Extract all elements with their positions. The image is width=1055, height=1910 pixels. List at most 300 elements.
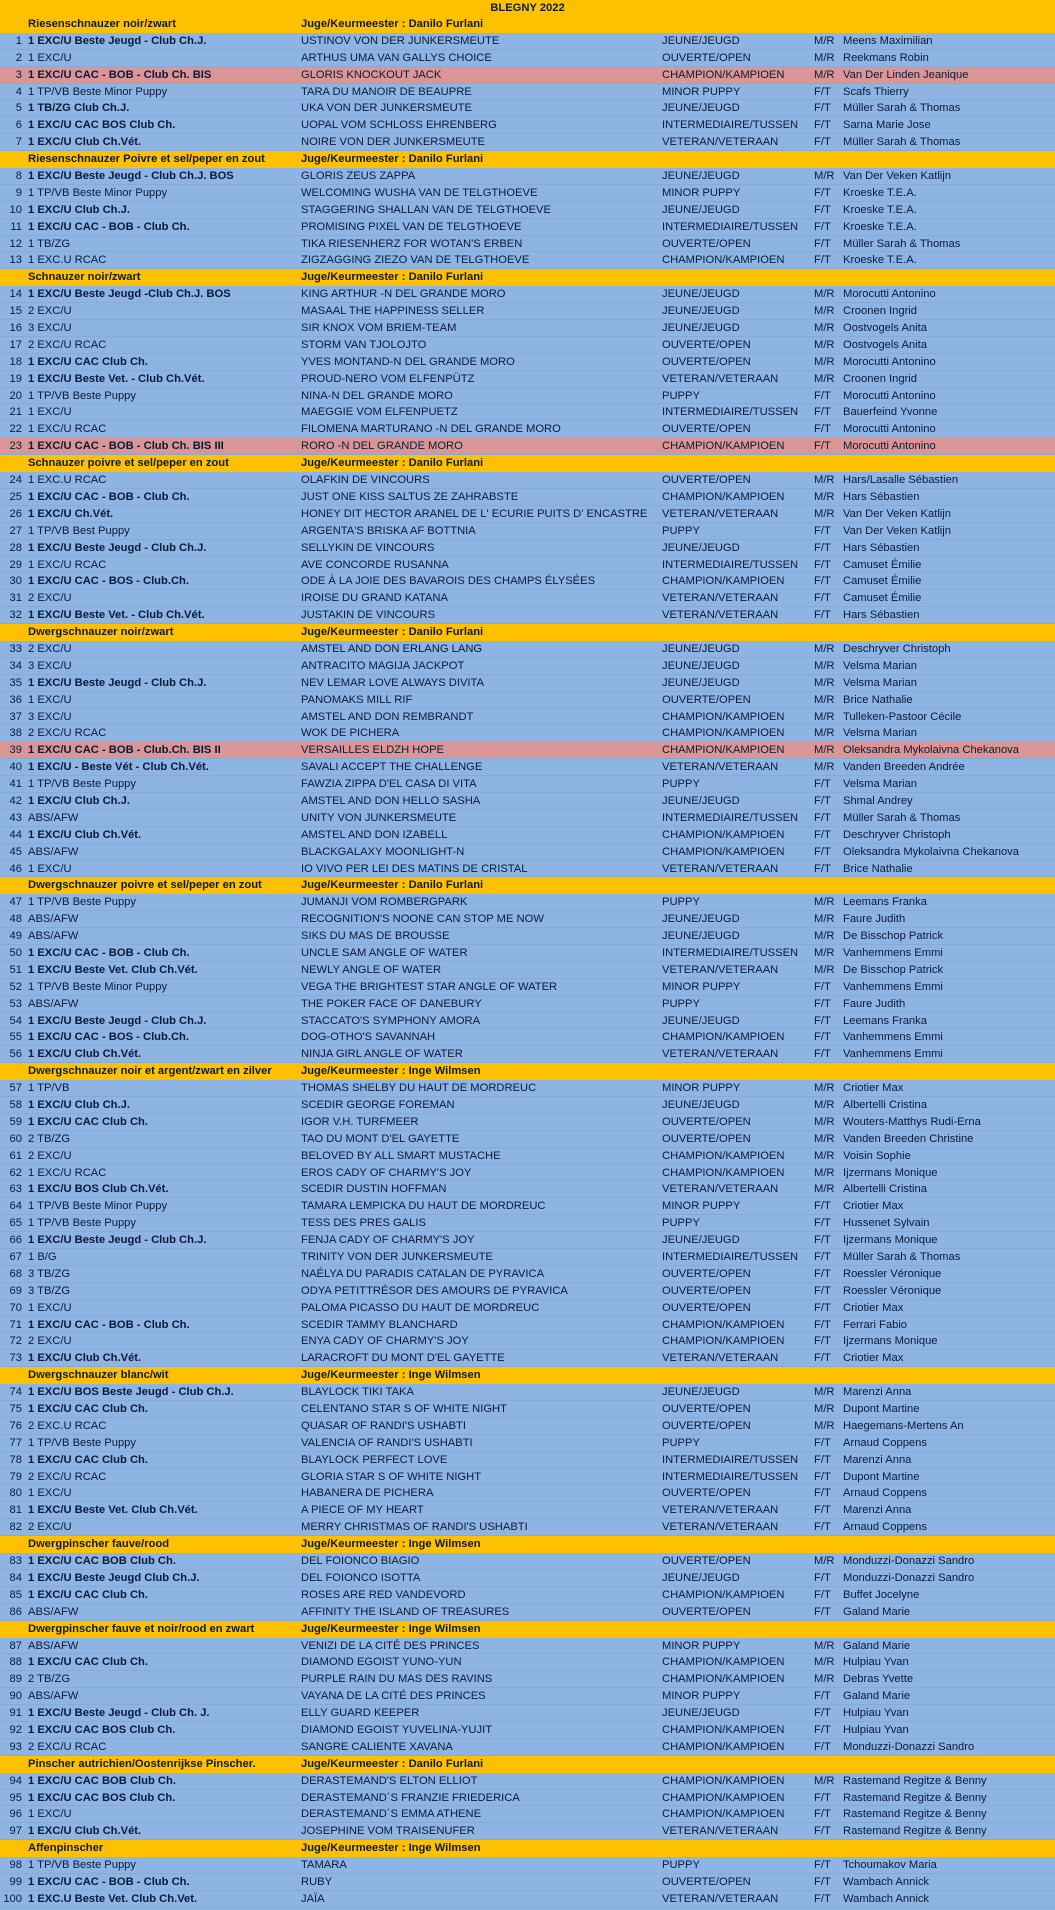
entry-class: JEUNE/JEUGD xyxy=(662,1234,740,1247)
table-row xyxy=(0,489,1055,506)
entry-sex: M/R xyxy=(814,1166,835,1179)
entry-number: 38 xyxy=(9,727,22,740)
entry-number: 84 xyxy=(9,1571,22,1584)
entry-class: JEUNE/JEUGD xyxy=(662,288,740,301)
table-row xyxy=(0,557,1055,574)
entry-result: 1 EXC/U xyxy=(28,51,72,64)
entry-number: 2 xyxy=(15,51,22,64)
table-row xyxy=(0,709,1055,726)
dog-name: DIAMOND EGOIST YUNO-YUN xyxy=(301,1656,462,1669)
table-row xyxy=(0,1013,1055,1030)
dog-name: FAWZIA ZIPPA D'EL CASA DI VITA xyxy=(301,778,477,791)
table-row xyxy=(0,1773,1055,1790)
entry-owner: Wambach Annick xyxy=(843,1892,930,1905)
entry-result: 3 EXC/U xyxy=(28,659,72,672)
dog-name: AMSTEL AND DON ERLANG LANG xyxy=(301,642,483,655)
entry-sex: F/T xyxy=(814,1217,831,1230)
entry-result: 1 TP/VB Beste Puppy xyxy=(28,1217,137,1230)
entry-number: 48 xyxy=(9,913,22,926)
entry-sex: M/R xyxy=(814,170,835,183)
dog-name: SANGRE CALIENTE XAVANA xyxy=(301,1740,453,1753)
entry-number: 93 xyxy=(9,1740,22,1753)
entry-owner: Albertelli Cristina xyxy=(843,1099,927,1111)
entry-owner: Faure Judith xyxy=(843,997,906,1010)
dog-name: SIKS DU MAS DE BROUSSE xyxy=(301,930,450,943)
entry-owner: Velsma Marian xyxy=(843,727,917,740)
entry-owner: Shmal Andrey xyxy=(843,794,913,807)
entry-owner: Rastemand Regitze & Benny xyxy=(843,1774,987,1787)
entry-class: CHAMPION/KAMPIOEN xyxy=(662,1588,785,1601)
entry-owner: Morocutti Antonino xyxy=(843,389,936,402)
table-row xyxy=(0,793,1055,810)
entry-result: 1 EXC/U Club Ch.Vét. xyxy=(28,828,142,841)
table-row xyxy=(0,388,1055,405)
section-category: Dwergpinscher fauve/rood xyxy=(28,1538,170,1551)
entry-result: 1 TP/VB xyxy=(28,1082,70,1095)
entry-sex: M/R xyxy=(814,676,835,689)
dog-name: ANTRACITO MAGIJA JACKPOT xyxy=(301,659,465,672)
entry-number: 77 xyxy=(9,1436,22,1449)
entry-result: 1 EXC/U xyxy=(28,1808,72,1821)
entry-sex: F/T xyxy=(814,1487,831,1500)
entry-number: 82 xyxy=(9,1521,22,1534)
entry-result: 1 TP/VB Beste Puppy xyxy=(28,1436,137,1449)
entry-sex: F/T xyxy=(814,1352,831,1365)
entry-result: 1 EXC/U CAC - BOB - Club Ch. xyxy=(28,1875,190,1888)
entry-class: VETERAN/VETERAAN xyxy=(662,1352,779,1365)
table-row xyxy=(0,928,1055,945)
entry-number: 14 xyxy=(9,288,22,301)
entry-result: 1 EXC/U CAC BOS Club Ch. xyxy=(28,119,176,132)
section-category: Pinscher autrichien/Oostenrijkse Pinscher. xyxy=(28,1757,256,1770)
entry-class: VETERAN/VETERAAN xyxy=(662,1183,779,1196)
entry-result: 1 EXC.U RCAC xyxy=(28,474,107,487)
entry-result: 1 TP/VB Beste Minor Puppy xyxy=(28,186,168,199)
dog-name: IGOR V.H. TURFMEER xyxy=(301,1115,419,1128)
entry-owner: Morocutti Antonino xyxy=(843,423,936,436)
entry-result: 1 EXC/U Ch.Vét. xyxy=(28,507,114,520)
entry-class: OUVERTE/OPEN xyxy=(662,1555,751,1568)
entry-owner: Croonen Ingrid xyxy=(843,372,918,385)
entry-number: 66 xyxy=(9,1234,22,1247)
entry-result: 3 EXC/U xyxy=(28,710,72,723)
entry-result: 1 EXC/U Club Ch.Vét. xyxy=(28,1352,142,1365)
entry-sex: F/T xyxy=(814,423,831,436)
entry-number: 40 xyxy=(9,761,22,774)
entry-number: 33 xyxy=(9,642,22,655)
entry-sex: M/R xyxy=(814,1082,835,1095)
entry-number: 72 xyxy=(9,1335,22,1348)
entry-result: 2 EXC.U RCAC xyxy=(28,1419,107,1432)
entry-owner: Velsma Marian xyxy=(843,778,917,791)
entry-sex: M/R xyxy=(814,1132,835,1145)
dog-name: STORM VAN TJOLOJTO xyxy=(301,338,427,351)
entry-sex: F/T xyxy=(814,1031,831,1044)
entry-result: 1 EXC/U CAC - BOB - Club Ch. xyxy=(28,220,190,233)
entry-sex: M/R xyxy=(814,1099,835,1111)
entry-class: CHAMPION/KAMPIOEN xyxy=(662,710,785,723)
entry-owner: Velsma Marian xyxy=(843,676,917,689)
entry-owner: Vanhemmens Emmi xyxy=(843,946,943,959)
table-row xyxy=(0,827,1055,844)
entry-class: MINOR PUPPY xyxy=(662,1200,741,1213)
table-row xyxy=(0,286,1055,303)
entry-owner: Monduzzi-Donazzi Sandro xyxy=(843,1571,975,1584)
section-header xyxy=(0,1536,1055,1553)
entry-number: 52 xyxy=(9,980,22,993)
entry-sex: M/R xyxy=(814,963,835,976)
entry-class: CHAMPION/KAMPIOEN xyxy=(662,1149,785,1162)
table-row xyxy=(0,607,1055,624)
dog-name: SAVALI ACCEPT THE CHALLENGE xyxy=(301,761,483,774)
entry-class: OUVERTE/OPEN xyxy=(662,1487,751,1500)
entry-result: 1 EXC/U CAC - BOB - Club Ch. BIS III xyxy=(28,440,224,453)
entry-sex: M/R xyxy=(814,1774,835,1787)
table-row xyxy=(0,1300,1055,1317)
section-judge: Juge/Keurmeester : Inge Wilmsen xyxy=(301,1622,481,1635)
entry-class: VETERAN/VETERAAN xyxy=(662,862,779,875)
table-row xyxy=(0,506,1055,523)
entry-class: CHAMPION/KAMPIOEN xyxy=(662,490,785,503)
table-row xyxy=(0,1891,1055,1908)
entry-class: CHAMPION/KAMPIOEN xyxy=(662,1791,785,1804)
entry-sex: F/T xyxy=(814,1859,831,1872)
table-row xyxy=(0,438,1055,455)
entry-number: 96 xyxy=(9,1808,22,1821)
entry-sex: M/R xyxy=(814,68,835,81)
entry-owner: Ferrari Fabio xyxy=(843,1318,908,1331)
entry-owner: Monduzzi-Donazzi Sandro xyxy=(843,1740,975,1753)
entry-owner: Hulpiau Yvan xyxy=(843,1656,909,1669)
table-row xyxy=(0,1587,1055,1604)
entry-owner: Ijzermans Monique xyxy=(843,1234,938,1247)
entry-owner: Tulleken-Pastoor Cécile xyxy=(843,710,962,723)
dog-name: ZIGZAGGING ZIEZO VAN DE TELGTHOEVE xyxy=(301,254,530,267)
dog-name: ELLY GUARD KEEPER xyxy=(301,1707,420,1720)
entry-sex: M/R xyxy=(814,1673,835,1686)
entry-number: 59 xyxy=(9,1115,22,1128)
entry-class: CHAMPION/KAMPIOEN xyxy=(662,1808,785,1821)
entry-number: 16 xyxy=(9,322,22,335)
entry-class: PUPPY xyxy=(662,389,700,402)
entry-class: CHAMPION/KAMPIOEN xyxy=(662,1774,785,1787)
entry-owner: Hars Sébastien xyxy=(843,490,920,503)
entry-class: OUVERTE/OPEN xyxy=(662,1267,751,1280)
entry-result: 1 EXC/U xyxy=(28,406,72,419)
entry-class: JEUNE/JEUGD xyxy=(662,659,740,672)
dog-name: VALENCIA OF RANDI'S USHABTI xyxy=(301,1436,473,1449)
entry-sex: F/T xyxy=(814,1200,831,1213)
entry-class: JEUNE/JEUGD xyxy=(662,930,740,943)
entry-result: 2 EXC/U RCAC xyxy=(28,1470,107,1483)
dog-name: BLACKGALAXY MOONLIGHT-N xyxy=(301,845,465,858)
entry-class: CHAMPION/KAMPIOEN xyxy=(662,254,785,267)
entry-class: INTERMEDIAIRE/TUSSEN xyxy=(662,406,799,419)
table-row xyxy=(0,1097,1055,1114)
entry-sex: M/R xyxy=(814,34,835,47)
entry-owner: Brice Nathalie xyxy=(843,693,913,706)
entry-class: OUVERTE/OPEN xyxy=(662,237,751,250)
dog-name: DIAMOND EGOIST YUVELINA-YUJIT xyxy=(301,1723,493,1736)
table-row xyxy=(0,1722,1055,1739)
dog-name: CELENTANO STAR S OF WHITE NIGHT xyxy=(301,1403,507,1416)
entry-number: 49 xyxy=(9,930,22,943)
entry-result: 1 TP/VB Beste Minor Puppy xyxy=(28,980,168,993)
dog-name: A PIECE OF MY HEART xyxy=(301,1504,424,1517)
entry-result: 1 TP/VB Beste Puppy xyxy=(28,1859,137,1872)
entry-sex: F/T xyxy=(814,389,831,402)
entry-result: 1 EXC/U Beste Jeugd Club Ch.J. xyxy=(28,1571,200,1584)
table-row xyxy=(0,1215,1055,1232)
entry-sex: F/T xyxy=(814,845,831,858)
table-row xyxy=(0,1671,1055,1688)
entry-owner: Kroeske T.E.A. xyxy=(843,254,917,267)
entry-class: PUPPY xyxy=(662,524,700,537)
table-row xyxy=(0,84,1055,101)
entry-sex: F/T xyxy=(814,609,831,622)
table-row xyxy=(0,1502,1055,1519)
entry-result: 2 TB/ZG xyxy=(28,1132,71,1145)
section-header xyxy=(0,151,1055,168)
dog-name: UNCLE SAM ANGLE OF WATER xyxy=(301,946,468,959)
entry-class: CHAMPION/KAMPIOEN xyxy=(662,1335,785,1348)
table-row xyxy=(0,1418,1055,1435)
entry-owner: Marenzi Anna xyxy=(843,1453,912,1466)
entry-owner: Haegemans-Mertens An xyxy=(843,1419,964,1432)
dog-name: DERASTEMAND´S EMMA ATHENE xyxy=(301,1808,482,1821)
entry-number: 44 xyxy=(9,828,22,841)
entry-sex: F/T xyxy=(814,1740,831,1753)
dog-name: YVES MONTAND-N DEL GRANDE MORO xyxy=(301,355,515,368)
entry-number: 5 xyxy=(15,102,22,115)
dog-name: ENYA CADY OF CHARMY'S JOY xyxy=(301,1335,469,1348)
entry-class: VETERAN/VETERAAN xyxy=(662,507,779,520)
dog-name: LARACROFT DU MONT D'EL GAYETTE xyxy=(301,1352,505,1365)
entry-sex: F/T xyxy=(814,1707,831,1720)
entry-result: 1 TP/VB Beste Minor Puppy xyxy=(28,1200,168,1213)
entry-number: 55 xyxy=(9,1031,22,1044)
table-row xyxy=(0,472,1055,489)
entry-class: JEUNE/JEUGD xyxy=(662,170,740,183)
section-header xyxy=(0,624,1055,641)
entry-sex: F/T xyxy=(814,862,831,875)
entry-number: 8 xyxy=(15,170,22,183)
entry-number: 45 xyxy=(9,845,22,858)
entry-class: OUVERTE/OPEN xyxy=(662,51,751,64)
entry-owner: Velsma Marian xyxy=(843,659,917,672)
dog-name: PROUD-NERO VOM ELFENPÜTZ xyxy=(301,372,475,385)
entry-number: 90 xyxy=(9,1690,22,1703)
entry-number: 19 xyxy=(9,372,22,385)
dog-name: MAEGGIE VOM ELFENPUETZ xyxy=(301,406,458,419)
section-header xyxy=(0,455,1055,472)
dog-name: FILOMENA MARTURANO -N DEL GRANDE MORO xyxy=(301,423,561,436)
section-category: Affenpinscher xyxy=(28,1842,104,1855)
table-row xyxy=(0,1181,1055,1198)
entry-number: 3 xyxy=(15,68,22,81)
entry-owner: Galand Marie xyxy=(843,1605,911,1618)
entry-number: 80 xyxy=(9,1487,22,1500)
table-row xyxy=(0,168,1055,185)
entry-result: 1 EXC/U Club Ch.Vét. xyxy=(28,1825,142,1838)
dog-name: DERASTEMAND´S FRANZIE FRIEDERICA xyxy=(301,1791,520,1804)
entry-number: 47 xyxy=(9,896,22,909)
section-category: Dwergschnauzer poivre et sel/peper en zout xyxy=(28,879,262,892)
table-row xyxy=(0,1148,1055,1165)
section-category: Dwergschnauzer noir/zwart xyxy=(28,626,174,639)
entry-owner: Vanden Breeden Andrée xyxy=(843,761,965,774)
entry-number: 91 xyxy=(9,1707,22,1720)
entry-sex: M/R xyxy=(814,659,835,672)
table-row xyxy=(0,1165,1055,1182)
entry-class: JEUNE/JEUGD xyxy=(662,794,740,807)
entry-class: INTERMEDIAIRE/TUSSEN xyxy=(662,119,799,132)
entry-class: MINOR PUPPY xyxy=(662,980,741,993)
entry-result: 1 EXC/U Beste Vet. - Club Ch.Vét. xyxy=(28,609,205,622)
entry-sex: F/T xyxy=(814,85,831,98)
dog-name: NOIRE VON DER JUNKERSMEUTE xyxy=(301,136,485,149)
entry-number: 78 xyxy=(9,1453,22,1466)
entry-class: INTERMEDIAIRE/TUSSEN xyxy=(662,1251,799,1264)
entry-result: 1 EXC/U xyxy=(28,1487,72,1500)
entry-result: 1 EXC/U Beste Jeugd - Club Ch.J. xyxy=(28,541,207,554)
entry-owner: Ijzermans Monique xyxy=(843,1166,938,1179)
dog-name: PANOMAKS MILL RIF xyxy=(301,693,413,706)
entry-sex: M/R xyxy=(814,288,835,301)
entry-class: JEUNE/JEUGD xyxy=(662,102,740,115)
section-header xyxy=(0,16,1055,33)
entry-owner: Debras Yvette xyxy=(843,1673,914,1686)
section-header xyxy=(0,1063,1055,1080)
entry-result: 1 TP/VB Beste Puppy xyxy=(28,896,137,909)
entry-sex: F/T xyxy=(814,1453,831,1466)
entry-class: JEUNE/JEUGD xyxy=(662,1386,740,1399)
entry-class: INTERMEDIAIRE/TUSSEN xyxy=(662,1470,799,1483)
entry-number: 61 xyxy=(9,1149,22,1162)
entry-result: 1 EXC/U Beste Jeugd - Club Ch.J. xyxy=(28,676,207,689)
entry-class: JEUNE/JEUGD xyxy=(662,1707,740,1720)
entry-sex: F/T xyxy=(814,1588,831,1601)
entry-number: 57 xyxy=(9,1082,22,1095)
entry-number: 18 xyxy=(9,355,22,368)
table-row xyxy=(0,354,1055,371)
entry-sex: M/R xyxy=(814,710,835,723)
entry-class: OUVERTE/OPEN xyxy=(662,1132,751,1145)
entry-result: 1 TP/VB Best Puppy xyxy=(28,524,130,537)
entry-owner: Deschryver Christoph xyxy=(843,828,951,841)
entry-class: OUVERTE/OPEN xyxy=(662,474,751,487)
entry-class: OUVERTE/OPEN xyxy=(662,338,751,351)
entry-number: 31 xyxy=(9,592,22,605)
entry-result: 1 EXC/U Beste Jeugd - Club Ch. J. xyxy=(28,1707,210,1720)
dog-name: TRINITY VON DER JUNKERSMEUTE xyxy=(301,1251,493,1264)
entry-number: 32 xyxy=(9,609,22,622)
table-row xyxy=(0,742,1055,759)
entry-owner: Leemans Franka xyxy=(843,896,927,909)
entry-number: 89 xyxy=(9,1673,22,1686)
dog-name: JUMANJI VOM ROMBERGPARK xyxy=(301,896,468,909)
table-row xyxy=(0,67,1055,84)
section-header xyxy=(0,1621,1055,1638)
entry-class: MINOR PUPPY xyxy=(662,186,741,199)
dog-name: AMSTEL AND DON IZABELL xyxy=(301,828,448,841)
entry-result: 1 EXC/U RCAC xyxy=(28,558,107,571)
section-judge: Juge/Keurmeester : Danilo Furlani xyxy=(301,153,484,166)
entry-class: JEUNE/JEUGD xyxy=(662,541,740,554)
dog-name: JUST ONE KISS SALTUS ZE ZAHRABSTE xyxy=(301,490,519,503)
entry-result: 1 EXC/U CAC Club Ch. xyxy=(28,1403,148,1416)
dog-name: WELCOMING WUSHA VAN DE TELGTHOEVE xyxy=(301,186,538,199)
entry-number: 83 xyxy=(9,1555,22,1568)
dog-name: HABANERA DE PICHERA xyxy=(301,1487,434,1500)
entry-sex: M/R xyxy=(814,1555,835,1568)
entry-number: 54 xyxy=(9,1014,22,1027)
dog-name: TESS DES PRES GALIS xyxy=(301,1217,426,1230)
entry-sex: F/T xyxy=(814,119,831,132)
entry-number: 70 xyxy=(9,1301,22,1314)
section-category: Riesenschnauzer Poivre et sel/peper en zout xyxy=(28,153,265,166)
entry-owner: Sarna Marie Jose xyxy=(843,119,931,132)
entry-class: VETERAN/VETERAAN xyxy=(662,1504,779,1517)
dog-name: VAYANA DE LA CITÉ DES PRINCES xyxy=(301,1690,486,1703)
dog-name: NEWLY ANGLE OF WATER xyxy=(301,963,442,976)
dog-name: ODE À LA JOIE DES BAVAROIS DES CHAMPS ÉLYSÉES xyxy=(301,575,596,588)
entry-class: CHAMPION/KAMPIOEN xyxy=(662,1166,785,1179)
table-row xyxy=(0,675,1055,692)
entry-number: 20 xyxy=(9,389,22,402)
dog-name: MERRY CHRISTMAS OF RANDI'S USHABTI xyxy=(301,1521,528,1534)
entry-class: PUPPY xyxy=(662,896,700,909)
entry-class: VETERAN/VETERAAN xyxy=(662,136,779,149)
entry-class: CHAMPION/KAMPIOEN xyxy=(662,575,785,588)
table-row xyxy=(0,252,1055,269)
entry-result: 1 EXC/U CAC Club Ch. xyxy=(28,1453,148,1466)
entry-result: 1 EXC/U Club Ch.J. xyxy=(28,203,130,216)
table-row xyxy=(0,1519,1055,1536)
dog-name: AFFINITY THE ISLAND OF TREASURES xyxy=(301,1605,510,1618)
dog-name: OLAFKIN DE VINCOURS xyxy=(301,474,430,487)
entry-sex: M/R xyxy=(814,761,835,774)
entry-result: 1 EXC/U Beste Vet. Club Ch.Vét. xyxy=(28,963,198,976)
section-header xyxy=(0,1367,1055,1384)
entry-number: 50 xyxy=(9,946,22,959)
entry-number: 36 xyxy=(9,693,22,706)
section-judge: Juge/Keurmeester : Danilo Furlani xyxy=(301,626,484,639)
entry-owner: Van Der Veken Katlijn xyxy=(843,170,952,183)
entry-result: 1 EXC.U Beste Vet. Club Ch.Vet. xyxy=(28,1892,198,1905)
entry-class: VETERAN/VETERAAN xyxy=(662,963,779,976)
entry-owner: Müller Sarah & Thomas xyxy=(843,102,961,115)
entry-number: 75 xyxy=(9,1403,22,1416)
dog-name: SCEDIR GEORGE FOREMAN xyxy=(301,1099,455,1111)
entry-number: 28 xyxy=(9,541,22,554)
dog-name: JOSEPHINE VOM TRAISENUFER xyxy=(301,1825,475,1838)
entry-owner: Morocutti Antonino xyxy=(843,440,936,453)
entry-class: CHAMPION/KAMPIOEN xyxy=(662,1673,785,1686)
entry-number: 6 xyxy=(15,119,22,132)
entry-result: 1 EXC/U CAC Club Ch. xyxy=(28,1115,148,1128)
entry-class: JEUNE/JEUGD xyxy=(662,1571,740,1584)
entry-number: 85 xyxy=(9,1588,22,1601)
entry-owner: Vanhemmens Emmi xyxy=(843,1048,943,1061)
entry-owner: Kroeske T.E.A. xyxy=(843,186,917,199)
entry-sex: F/T xyxy=(814,828,831,841)
entry-sex: F/T xyxy=(814,440,831,453)
dog-name: RORO -N DEL GRANDE MORO xyxy=(301,440,463,453)
entry-class: OUVERTE/OPEN xyxy=(662,355,751,368)
entry-class: OUVERTE/OPEN xyxy=(662,1284,751,1297)
entry-sex: M/R xyxy=(814,322,835,335)
